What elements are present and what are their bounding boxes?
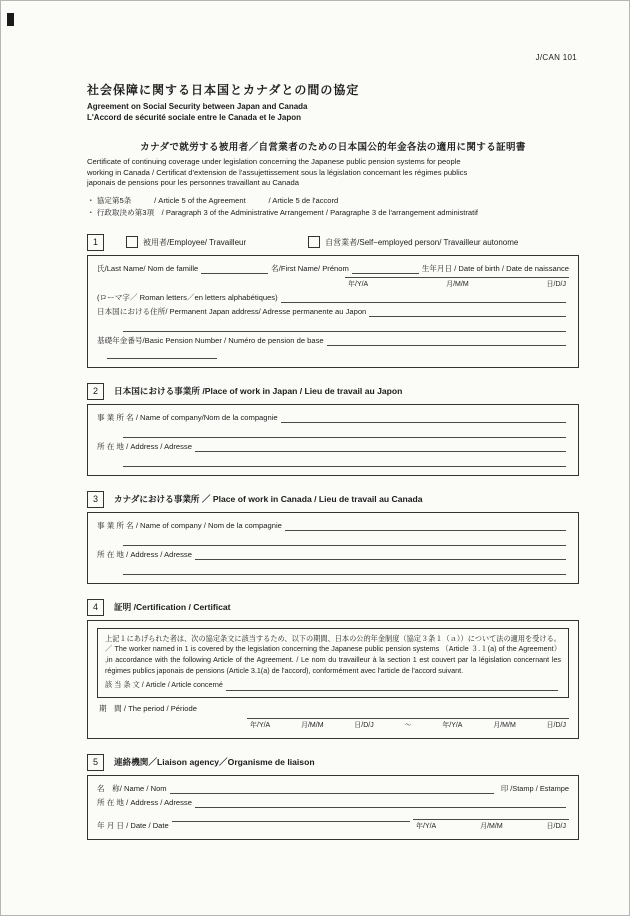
liaison-address-field-line[interactable] (195, 797, 566, 808)
pension-number-field-line2[interactable] (107, 349, 217, 359)
section3-header (87, 491, 579, 508)
japan-company-name-label: 事 業 所 名 / Name of company/Nom de la compagnie (97, 412, 278, 422)
japan-company-name-row2 (97, 426, 569, 438)
period-start-day-label: 日/D/J (354, 721, 374, 729)
section4-number-box: 4 (87, 599, 104, 616)
japan-work-address-field-line2[interactable] (123, 455, 566, 467)
dob-units[interactable] (345, 277, 569, 289)
japan-address-row2 (97, 320, 569, 332)
section3-number-box: 3 (87, 491, 104, 508)
liaison-address-row (97, 797, 569, 808)
dob-units-row (97, 277, 569, 289)
liaison-date-units[interactable] (413, 819, 569, 831)
section-2 (87, 383, 579, 476)
japan-company-name-field-line[interactable] (281, 412, 566, 423)
first-name-label: 名/First Name/ Prénom (271, 263, 349, 273)
section3-title: カナダにおける事業所 ／ Place of work in Canada / Lieu de travail au Canada (114, 494, 423, 505)
section1-number-box: 1 (87, 234, 104, 251)
liaison-name-field-line[interactable] (170, 783, 494, 794)
last-name-field-line[interactable] (201, 263, 268, 274)
dob-unit-month-label: 月/M/M (446, 280, 469, 288)
certificate-title: カナダで就労する被用者／自営業者のための日本国公的年金各法の適用に関する証明書 (140, 142, 526, 154)
section2-title: 日本国における事業所 /Place of work in Japan / Lieu de travail au Japon (114, 386, 403, 397)
japan-address-label: 日本国における住所/ Permanent Japan address/ Adresse permanente au Japon (97, 306, 367, 316)
section5-header (87, 754, 579, 771)
dob-unit-day-label: 日/D/J (546, 280, 566, 288)
canada-company-name-row (97, 520, 569, 531)
reference-articles (87, 195, 579, 219)
japan-company-name-field-line2[interactable] (123, 426, 566, 438)
dob-label: 生年月日 / Date of birth / Date de naissance (421, 263, 569, 273)
section-4 (87, 599, 579, 739)
period-units[interactable] (247, 718, 569, 730)
form-content (87, 81, 579, 840)
certification-text-japanese: 上記１にあげられた者は、次の協定条文に該当するため、以下の期間、日本の公的年金制度（協定３条１（ａ））について法の適用を受ける。／ (105, 633, 561, 654)
certification-text-box (97, 628, 569, 698)
period-start-year-label: 年/Y/A (250, 721, 271, 729)
certificate-description-line3: japonais de pensions pour les personnes travaillant au Canada (87, 177, 299, 187)
liaison-date-field-line[interactable] (172, 811, 410, 822)
japan-address-field-line[interactable] (369, 306, 566, 317)
self-employed-checkbox[interactable] (308, 236, 320, 248)
pension-number-label: 基礎年金番号/Basic Pension Number / Numéro de pension de base (97, 335, 324, 345)
certification-text-french: Le nom du travailleur à la section 1 est couvert par la législation concernant les régimes publics japonais de pensions (Article 3.1(a) de l'accord), conformément avec l'article de l'accord suivant. (105, 655, 561, 676)
period-end-day-label: 日/D/J (546, 721, 566, 729)
title-english: Agreement on Social Security between Japan and Canada (87, 102, 308, 111)
bullet-agreement-article5: ・ 協定第5条 / Article 5 of the Agreement / Article 5 de l'accord (87, 196, 339, 206)
employee-label: 被用者/Employee/ Travailleur (143, 237, 247, 247)
first-name-field-line[interactable] (352, 263, 419, 274)
liaison-date-row (97, 811, 569, 831)
certificate-heading-block (87, 139, 579, 218)
canada-company-name-row2 (97, 534, 569, 546)
liaison-name-label: 名 称/ Name / Nom (97, 783, 167, 793)
section2-box (87, 404, 579, 476)
period-start-month-label: 月/M/M (300, 721, 324, 729)
liaison-address-label: 所 在 地 / Address / Adresse (97, 797, 192, 807)
name-dob-row (97, 263, 569, 274)
section-1 (87, 234, 579, 368)
section5-title: 連絡機関／Liaison agency／Organisme de liaison (114, 757, 315, 768)
certificate-description-line1: Certificate of continuing coverage under legislation concerning the Japanese public pension systems for people (87, 157, 461, 167)
liaison-date-year-label: 年/Y/A (416, 822, 437, 830)
period-label: 期 間 / The period / Période (99, 703, 197, 713)
roman-letters-row (97, 292, 569, 303)
japan-work-address-field-line[interactable] (195, 441, 566, 452)
applicable-article-row (105, 680, 561, 691)
employee-checkbox[interactable] (126, 236, 138, 248)
section4-header (87, 599, 579, 616)
certification-box (87, 620, 579, 739)
liaison-name-row (97, 783, 569, 794)
period-units-row (97, 718, 569, 730)
scan-artifact (7, 13, 14, 26)
japan-address-row (97, 306, 569, 317)
certificate-description-line2: working in Canada / Certificat d'extension de l'assujettissement sous la législation concernant les régimes publics (87, 167, 468, 177)
stamp-label: 印 /Stamp / Estampe (500, 783, 569, 793)
applicable-article-field-line[interactable] (226, 680, 558, 691)
section1-box (87, 255, 579, 368)
japan-work-address-label: 所 在 地 / Address / Adresse (97, 441, 192, 451)
bullet-administrative-arrangement: ・ 行政取決め第3項 / Paragraph 3 of the Administrative Arrangement / Paragraphe 3 de l'arrangement administratif (87, 207, 479, 217)
liaison-date-month-label: 月/M/M (480, 822, 503, 830)
period-end-year-label: 年/Y/A (442, 721, 463, 729)
japan-work-address-row (97, 441, 569, 452)
japan-company-name-row (97, 412, 569, 423)
title-japanese: 社会保障に関する日本国とカナダとの間の協定 (87, 83, 360, 97)
roman-letters-field-line[interactable] (281, 292, 566, 303)
japan-address-field-line2[interactable] (123, 320, 566, 332)
certificate-description (87, 157, 579, 188)
canada-company-name-field-line[interactable] (285, 520, 566, 531)
section-3 (87, 491, 579, 584)
period-end-month-label: 月/M/M (493, 721, 516, 729)
last-name-label: 氏/Last Name/ Nom de famille (97, 263, 199, 273)
canada-company-name-label: 事 業 所 名 / Name of company / Nom de la compagnie (97, 520, 282, 530)
roman-letters-note: (ローマ字／ Roman letters／en letters alphabétiques) (97, 292, 278, 302)
section4-title: 証明 /Certification / Certificat (114, 602, 231, 613)
canada-work-address-field-line[interactable] (195, 549, 566, 560)
liaison-date-label: 年 月 日 / Date / Date (97, 820, 169, 830)
applicable-article-label: 該 当 条 文 / Article / Article concerné (105, 680, 223, 690)
canada-work-address-field-line2[interactable] (123, 563, 566, 575)
canada-work-address-row2 (97, 563, 569, 575)
section5-box (87, 775, 579, 840)
section-5 (87, 754, 579, 840)
canada-company-name-field-line2[interactable] (123, 534, 566, 546)
self-employed-option[interactable] (308, 236, 518, 248)
certification-text-english: The worker named in 1 is covered by the legislation concerning the Japanese public pension systems （Article ３.１(a) of the Agreement） ,in accordance with the following Article of the Agreement. / (105, 644, 562, 665)
section5-number-box: 5 (87, 754, 104, 771)
pension-number-row2 (97, 349, 569, 359)
pension-number-field-line[interactable] (327, 335, 566, 346)
title-french: L'Accord de sécurité sociale entre le Canada et le Japon (87, 113, 301, 123)
dob-unit-year-label: 年/Y/A (348, 280, 369, 288)
section1-header (87, 234, 579, 251)
form-code: J/CAN 101 (535, 53, 577, 62)
section2-header (87, 383, 579, 400)
section3-box (87, 512, 579, 584)
period-tilde: ～ (404, 721, 412, 729)
canada-work-address-row (97, 549, 569, 560)
liaison-date-day-label: 日/D/J (546, 822, 566, 830)
self-employed-label: 自営業者/Self−employed person/ Travailleur autonome (325, 237, 519, 247)
section2-number-box: 2 (87, 383, 104, 400)
pension-number-row (97, 335, 569, 346)
japan-work-address-row2 (97, 455, 569, 467)
canada-work-address-label: 所 在 地 / Address / Adresse (97, 549, 192, 559)
employee-option[interactable] (126, 236, 246, 248)
